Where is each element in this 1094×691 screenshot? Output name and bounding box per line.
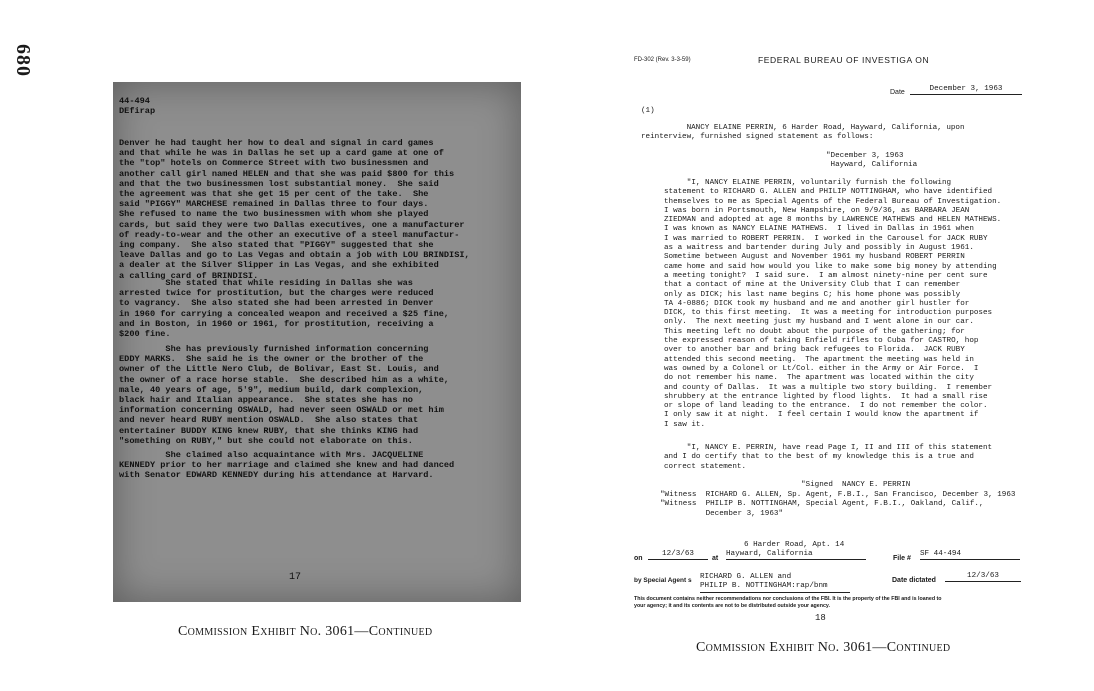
- statement-body: "I, NANCY ELAINE PERRIN, voluntarily furnish the following statement to RICHARD G. ALLEN and PHILIP NOTTINGHAM, who have identified themselves to me as Special Agents of the Federal Bureau of Investigation. I was born in Portsmouth, New Hampshire, on 9/9/36, as BARBARA JEAN ZIEDMAN and adopted at age 8 months by LAWRENCE MATHEWS and HELEN MATHEWS. I was known as NANCY ELAINE MATHEWS. I lived in Dallas in 1961 when I was married to ROBERT PERRIN. I worked in the Carousel for JACK RUBY as a waitress and bartender during July and possibly in August 1961. Sometime between August and November 1961 my husband ROBERT PERRIN came home and said how would you like to make some big money by attending a meeting tonight? I said sure. I am almost ninety-nine per cent sure that a contact of mine at the University Club that I can remember only as DICK; his last name begins C; his home phone was possibly TA 4-0886; DICK took my husband and me and another girl hustler for DICK, to this first meeting. It was a meeting for introduction purposes only. The next meeting just my husband and I went alone in our car. This meeting left no doubt about the purpose of the gathering; for the expressed reason of taking Enfield rifles to Cuba for CASTRO, hop over to another bar and bring back refugees to Florida. JACK RUBY attended this second meeting. The apartment the meeting was held in was owned by a Colonel or Lt/Col. either in the Army or Air Force. I do not remember his name. The apartment was located within the city and county of Dallas. It was a multiple two story building. I remember shrubbery at the entrance lighted by flood lights. It had a small rise or slope of land leading to the entrance. I do not remember the color. I only saw it at night. I feel certain I would know the apartment if I saw it.: [664, 179, 1002, 429]
- form-code: FD-302 (Rev. 3-3-59): [634, 57, 691, 63]
- file-value: SF 44-494: [920, 550, 1020, 560]
- at-label: at: [712, 555, 719, 562]
- date-label: Date: [890, 89, 905, 96]
- right-page-number: 18: [815, 613, 826, 623]
- statement-header: "December 3, 1963 Hayward, California: [826, 152, 918, 170]
- intro-text: NANCY ELAINE PERRIN, 6 Harder Road, Hayward, California, upon reinterview, furnished signed statement as follows:: [641, 124, 965, 142]
- agent-label: by Special Agent s: [634, 577, 692, 584]
- left-paragraph-1: Denver he had taught her how to deal and signal in card games and that while he was in Dallas he set up a card game at one of the "top" hotels on Commerce Street with two businessmen and another call girl named HELEN and that she was paid $800 for this and that the two businessmen lost substantial money. She said the agreement was that she get 15 per cent of the take. She said "PIGGY" MARCHESE remained in Dallas three to four days. She refused to name the two businessmen with whom she played cards, but said they were two Dallas executives, one a manufacturer of ready-to-wear and the other an executive of a steel manufactur- ing company. She also stated that "PIGGY" suggested that she leave Dallas and go to Las Vegas and obtain a job with LOU BRINDISI, a dealer at the Silver Slipper in Las Vegas, and she exhibited a calling card of BRINDISI.: [119, 138, 470, 281]
- left-paragraph-4: She claimed also acquaintance with Mrs. JACQUELINE KENNEDY prior to her marriage and claimed she knew and had danced with Senator EDWARD KENNEDY during his attendance at Harvard.: [119, 450, 455, 481]
- on-value: 12/3/63: [648, 550, 708, 560]
- agency-header: FEDERAL BUREAU OF INVESTIGA ON: [758, 55, 930, 65]
- agent-value: RICHARD G. ALLEN and PHILIP B. NOTTINGHAM:rap/bnm: [700, 573, 850, 593]
- on-label: on: [634, 555, 643, 562]
- date-value: December 3, 1963: [910, 85, 1022, 95]
- dictated-label: Date dictated: [892, 577, 936, 584]
- fbi-footer-note: This document contains neither recommendations nor conclusions of the FBI. It is the property of the FBI and is loaned to your agency; it and its contents are not to be distributed outside your agency.: [634, 596, 942, 609]
- right-caption: Commission Exhibit No. 3061—Continued: [696, 640, 951, 655]
- at-value: Hayward, California: [726, 550, 866, 560]
- place-line1: 6 Harder Road, Apt. 14: [744, 541, 845, 549]
- left-page-header: 44-494 DEfirap: [119, 96, 156, 116]
- section-marker: (1): [641, 107, 655, 115]
- certification-text: "I, NANCY E. PERRIN, have read Page I, II and III of this statement and I do certify that to the best of my knowledge this is a true and correct statement.: [664, 444, 993, 471]
- file-label: File #: [893, 555, 911, 562]
- page-number: 680: [12, 44, 34, 77]
- left-paragraph-3: She has previously furnished information concerning EDDY MARKS. She said he is the owner or the brother of the owner of the Little Nero Club, de Bolivar, East St. Louis, and the owner of a race horse stable. She described him as a white, male, 40 years of age, 5'9", medium build, dark complexion, black hair and Italian appearance. She states she has no information concerning OSWALD, had never seen OSWALD or met him and never heard RUBY mention OSWALD. She also states that entertainer BUDDY KING knew RUBY, that she thinks KING had "something on RUBY," but she could not elaborate on this.: [119, 344, 450, 446]
- signed-line: "Signed NANCY E. PERRIN: [801, 481, 911, 489]
- left-caption: Commission Exhibit No. 3061—Continued: [178, 624, 433, 639]
- left-document-page: [113, 82, 521, 602]
- witness-lines: "Witness RICHARD G. ALLEN, Sp. Agent, F.B.I., San Francisco, December 3, 1963 "Witness PHILIP B. NOTTINGHAM, Special Agent, F.B.I., Oakland, Calif., December 3, 1963": [660, 491, 1016, 518]
- left-paragraph-2: She stated that while residing in Dallas she was arrested twice for prostitution, but the charges were reduced to vagrancy. She also stated she had been arrested in Denver in 1960 for carrying a concealed weapon and received a $25 fine, and in Boston, in 1960 or 1961, for prostitution, receiving a $200 fine.: [119, 278, 450, 340]
- left-page-number: 17: [289, 572, 302, 583]
- dictated-value: 12/3/63: [945, 572, 1021, 582]
